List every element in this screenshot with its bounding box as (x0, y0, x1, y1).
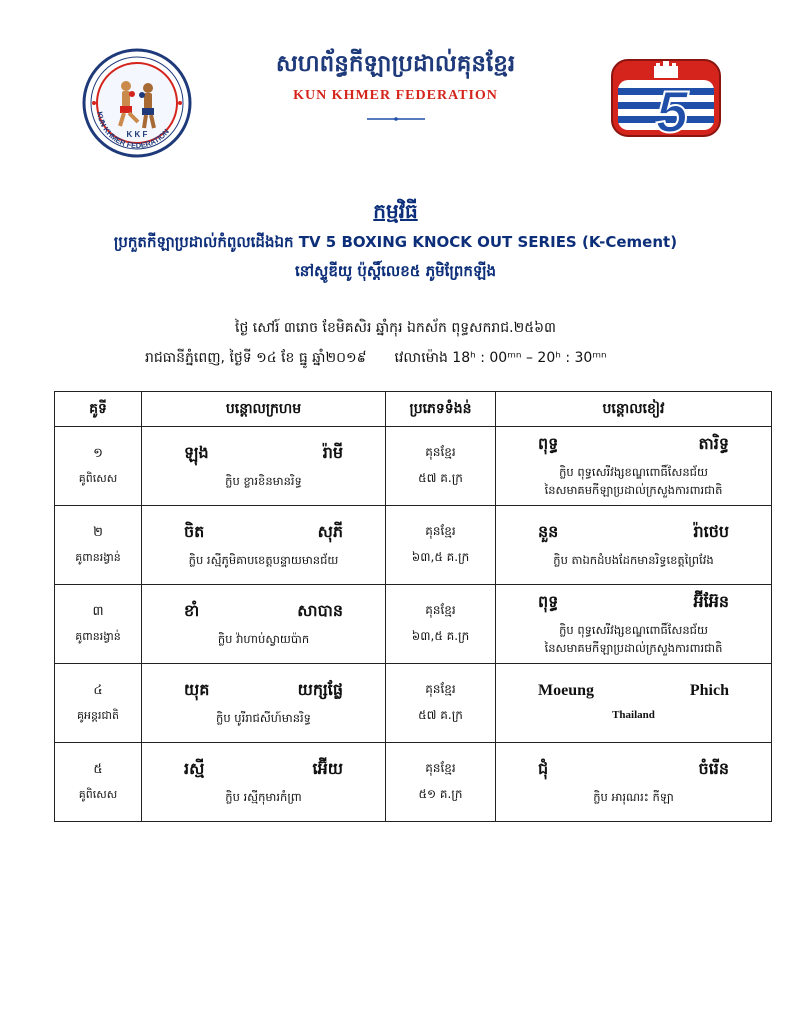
red-fighter-name (142, 758, 385, 782)
table-row (55, 664, 772, 743)
red-club: ក្លិប រស្មីភូមិគាបខេត្តបន្ទាយមានជ័យ (188, 553, 339, 567)
org-name-english: KUN KHMER FEDERATION (293, 88, 498, 103)
bout-number: ៥ (93, 761, 103, 777)
bout-category: គូពិសេស (78, 471, 118, 485)
red-corner-cell (142, 585, 386, 664)
fight-style: គុនខ្មែរ (425, 682, 456, 696)
bout-category: គូអន្តរជាតិ (77, 708, 119, 722)
red-fighter-name (142, 679, 385, 703)
blue-club: ក្លិប ពុទ្ធសេរីវង្សខណ្ឌពោធិ៍សែនជ័យ (559, 623, 708, 637)
tv5-logo (610, 58, 722, 138)
header-blue-corner: បន្តោលខៀវ (496, 392, 772, 427)
red-first-name: រស្មី (184, 759, 205, 778)
red-first-name: ចិត (184, 522, 205, 541)
blue-club-line2: នៃសមាគមកីឡាប្រដាល់ក្រសួងការពារជាតិ (544, 641, 723, 655)
bout-number: ៣ (92, 603, 104, 619)
blue-fighter-name (496, 433, 771, 457)
bout-cell (55, 585, 142, 664)
program-venue: នៅស្ទូឌីយូ ប៉ុស្តិ៍លេខ៥ ភូមិព្រែកឡីង (295, 262, 496, 280)
bout-number: ២ (93, 524, 103, 540)
blue-first-name: ពុទ្ធ (538, 592, 559, 611)
blue-corner-cell (496, 427, 772, 506)
header-red-corner: បន្តោលក្រហម (142, 392, 386, 427)
kkf-ring-text: KUN KHMER FEDERATION (95, 110, 171, 151)
org-name-khmer: សហព័ន្ធកីឡាប្រដាល់គុនខ្មែរ (275, 51, 516, 77)
red-fighter-name (142, 600, 385, 624)
red-club: ក្លិប វ៉ាហាប់ស្វាយប៉ាក (217, 632, 310, 646)
weight-cell (386, 664, 496, 743)
date-lunar: ថ្ងៃ សៅរ៍ ៣រោច ខែមិគសិរ ឆ្នាំកុរ ឯកស័ក ពុទ្ធសករាជ.២៥៦៣ (235, 320, 556, 336)
header-bout-no: គូទី (55, 392, 142, 427)
red-first-name: ឡុង (184, 443, 209, 462)
bout-cell (55, 664, 142, 743)
table-row (55, 743, 772, 822)
tv5-number: 5 (655, 80, 689, 138)
blue-corner-cell (496, 506, 772, 585)
weight-cell (386, 506, 496, 585)
red-fighter-name (142, 442, 385, 466)
bout-cell (55, 743, 142, 822)
blue-fighter-name (496, 521, 771, 545)
blue-last-name: តារិទ្ធ (698, 434, 729, 453)
table-row (55, 506, 772, 585)
program-subtitle: ប្រកួតកីឡាប្រដាល់កំពូលដើងឯក TV 5 BOXING KNOCK OUT SERIES (K-Cement) (113, 233, 678, 251)
bout-category: គូពានរង្វាន់ (75, 550, 121, 564)
red-first-name: យុគ (184, 680, 210, 699)
blue-first-name: នួន (538, 522, 559, 541)
blue-last-name: Phich (689, 682, 729, 699)
blue-first-name: ជុំ (538, 759, 549, 778)
fight-style: គុនខ្មែរ (425, 761, 456, 775)
bout-number: ១ (93, 445, 103, 461)
blue-club-line2: នៃសមាគមកីឡាប្រដាល់ក្រសួងការពារជាតិ (544, 483, 723, 497)
kkf-center-text: K K F (126, 130, 148, 139)
date-solar: រាជធានីភ្នំពេញ, ថ្ងៃទី ១៤ ខែ ធ្នូ ឆ្នាំ២០១៩ (145, 350, 367, 366)
ornament-divider (367, 117, 425, 121)
blue-last-name: អ៊ីអ៊ែន (693, 592, 729, 611)
table-row (55, 427, 772, 506)
red-club: ក្លិប រស្មីកុមារកំព្រា (225, 790, 302, 804)
blue-club: ក្លិប តាឯកដំបងដែកមានរិទ្ធខេត្តព្រៃវែង (553, 553, 714, 567)
blue-corner-cell (496, 743, 772, 822)
blue-club: Thailand (612, 709, 655, 721)
program-title: កម្មវិធី (373, 199, 418, 223)
angkor-temple-icon (654, 61, 678, 78)
blue-first-name: Moeung (538, 682, 594, 699)
weight-value: ៥៧ គ.ក្រ (418, 471, 463, 485)
blue-first-name: ពុទ្ធ (538, 434, 559, 453)
bout-cell (55, 427, 142, 506)
event-time: វេលាម៉ោង 18ʰ : 00ᵐⁿ – 20ʰ : 30ᵐⁿ (394, 350, 607, 366)
weight-cell (386, 743, 496, 822)
red-club: ក្លិប បូរីរាជសីហ៍មានរិទ្ធ (216, 711, 311, 725)
bout-cell (55, 506, 142, 585)
weight-value: ៦៣,៥ គ.ក្រ (411, 629, 470, 643)
blue-fighter-name (496, 682, 771, 700)
header-weight-class: ប្រភេទទំងន់ (386, 392, 496, 427)
weight-cell (386, 427, 496, 506)
red-last-name: សុភី (317, 522, 343, 541)
fight-style: គុនខ្មែរ (425, 445, 456, 459)
blue-last-name: ចំរើន (698, 759, 729, 778)
blue-fighter-name (496, 758, 771, 782)
red-club: ក្លិប ខ្លារខិនមានរិទ្ធ (225, 474, 302, 488)
bout-category: គូពានរង្វាន់ (75, 629, 121, 643)
red-first-name: ខាំ (184, 601, 200, 620)
red-fighter-name (142, 521, 385, 545)
bout-number: ៤ (93, 682, 103, 698)
red-last-name: អ៊ើយ (312, 759, 343, 778)
date-solar-line (145, 348, 665, 369)
fight-style: គុនខ្មែរ (425, 603, 456, 617)
red-last-name: យក្សផ្លែ (297, 680, 343, 699)
blue-fighter-name (496, 591, 771, 615)
blue-club: ក្លិប អារុណរះ កីឡា (593, 790, 674, 804)
fight-style: គុនខ្មែរ (425, 524, 456, 538)
red-corner-cell (142, 743, 386, 822)
table-header-row (55, 392, 772, 427)
blue-club: ក្លិប ពុទ្ធសេរីវង្សខណ្ឌពោធិ៍សែនជ័យ (559, 465, 708, 479)
bout-category: គូពិសេស (78, 787, 118, 801)
red-corner-cell (142, 427, 386, 506)
blue-corner-cell (496, 664, 772, 743)
kkf-logo (82, 48, 192, 158)
fight-card-table (54, 391, 772, 822)
weight-value: ៥៧ គ.ក្រ (418, 708, 463, 722)
weight-value: ៦៣,៥ គ.ក្រ (411, 550, 470, 564)
red-corner-cell (142, 664, 386, 743)
weight-value: ៥១ គ.ក្រ (418, 787, 463, 801)
weight-cell (386, 585, 496, 664)
table-row (55, 585, 772, 664)
red-last-name: រ៉ាមី (322, 443, 343, 462)
blue-corner-cell (496, 585, 772, 664)
red-corner-cell (142, 506, 386, 585)
red-last-name: សាបាន (297, 601, 343, 620)
blue-last-name: រ៉ាថេប (693, 522, 729, 541)
